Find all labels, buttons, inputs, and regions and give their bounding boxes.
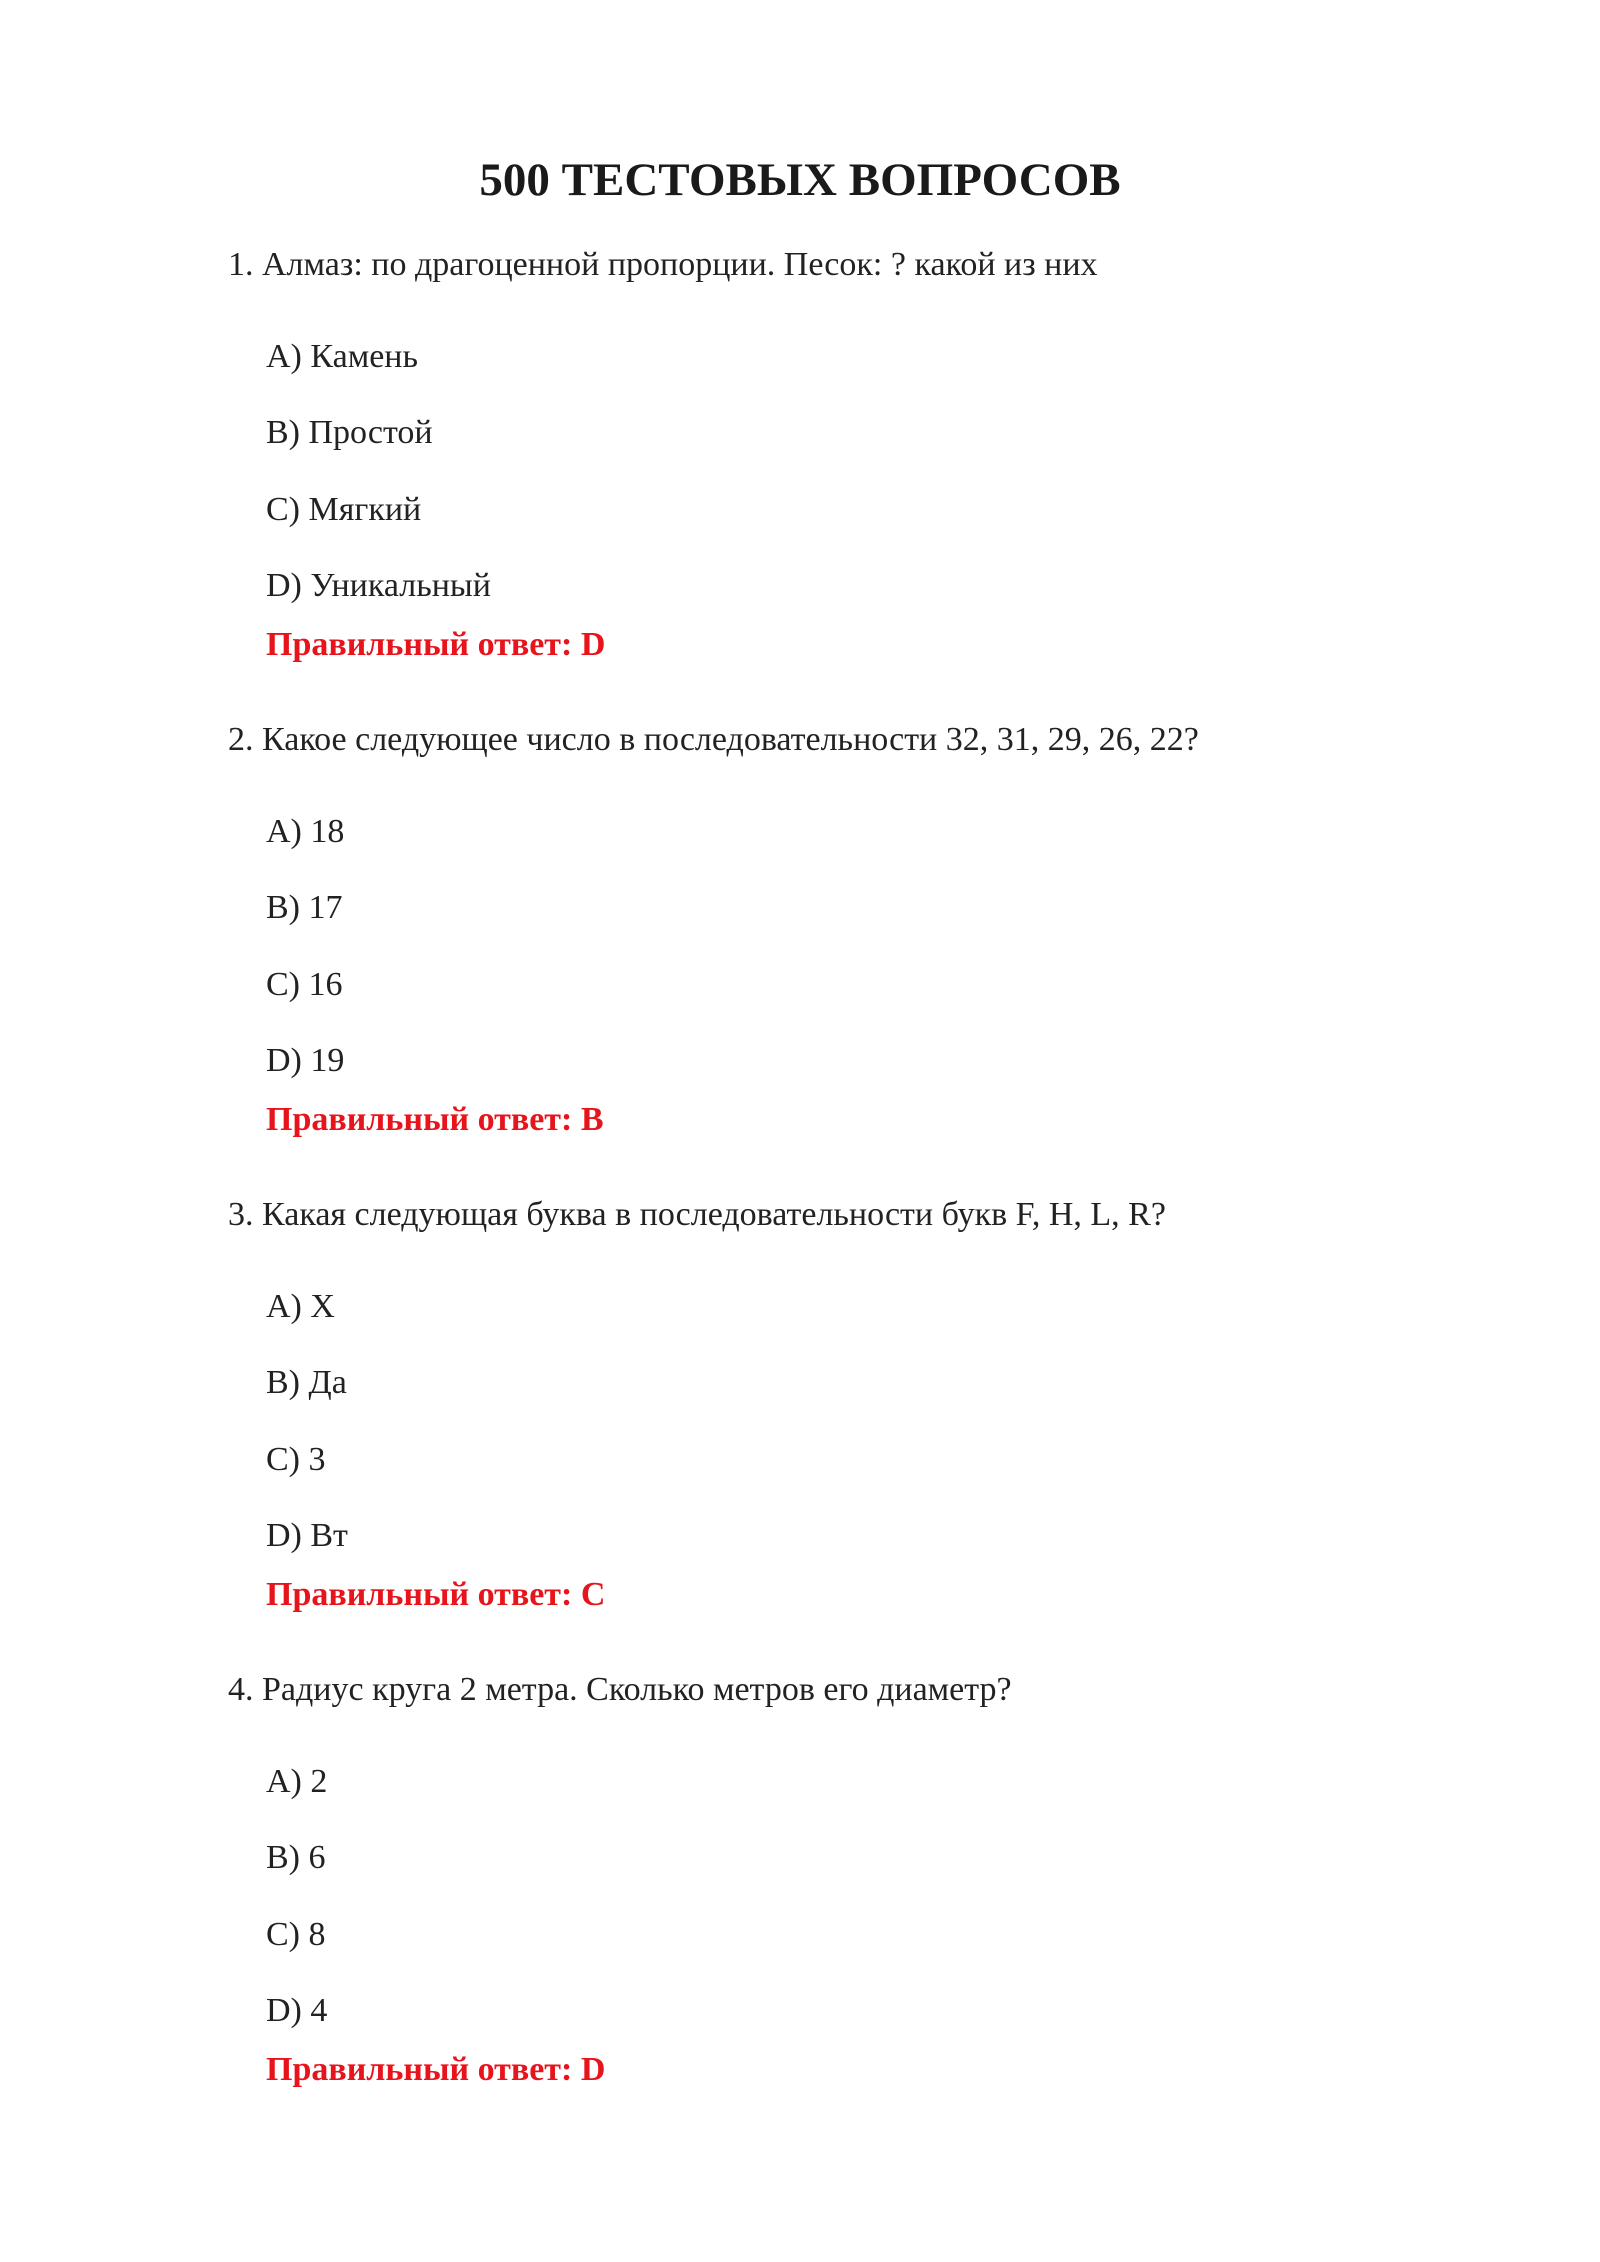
option-c: C) Мягкий [266, 491, 422, 528]
option-b: B) 6 [266, 1839, 326, 1876]
correct-answer: Правильный ответ: D [266, 2051, 606, 2088]
correct-answer: Правильный ответ: D [266, 626, 606, 663]
question-text: 2. Какое следующее число в последовательности 32, 31, 29, 26, 22? [228, 721, 1199, 758]
question-text: 1. Алмаз: по драгоценной пропорции. Песок: ? какой из них [228, 246, 1098, 283]
option-b: B) Да [266, 1364, 347, 1401]
option-c: C) 16 [266, 966, 343, 1003]
question-text: 4. Радиус круга 2 метра. Сколько метров его диаметр? [228, 1671, 1012, 1708]
correct-answer: Правильный ответ: C [266, 1576, 606, 1613]
question-block [0, 1670, 1600, 2150]
option-a: A) X [266, 1288, 335, 1325]
option-b: B) Простой [266, 414, 433, 451]
option-d: D) Вт [266, 1517, 348, 1554]
option-c: C) 3 [266, 1441, 326, 1478]
option-a: A) Камень [266, 338, 419, 375]
question-block [0, 245, 1600, 725]
correct-answer: Правильный ответ: B [266, 1101, 604, 1138]
question-block [0, 720, 1600, 1200]
option-d: D) 4 [266, 1992, 328, 2029]
option-b: B) 17 [266, 889, 343, 926]
option-c: C) 8 [266, 1916, 326, 1953]
question-text: 3. Какая следующая буква в последовательности букв F, H, L, R? [228, 1196, 1166, 1233]
option-d: D) Уникальный [266, 567, 491, 604]
question-block [0, 1195, 1600, 1675]
option-d: D) 19 [266, 1042, 345, 1079]
option-a: A) 18 [266, 813, 345, 850]
option-a: A) 2 [266, 1763, 328, 1800]
document-title: 500 ТЕСТОВЫХ ВОПРОСОВ [479, 154, 1121, 206]
